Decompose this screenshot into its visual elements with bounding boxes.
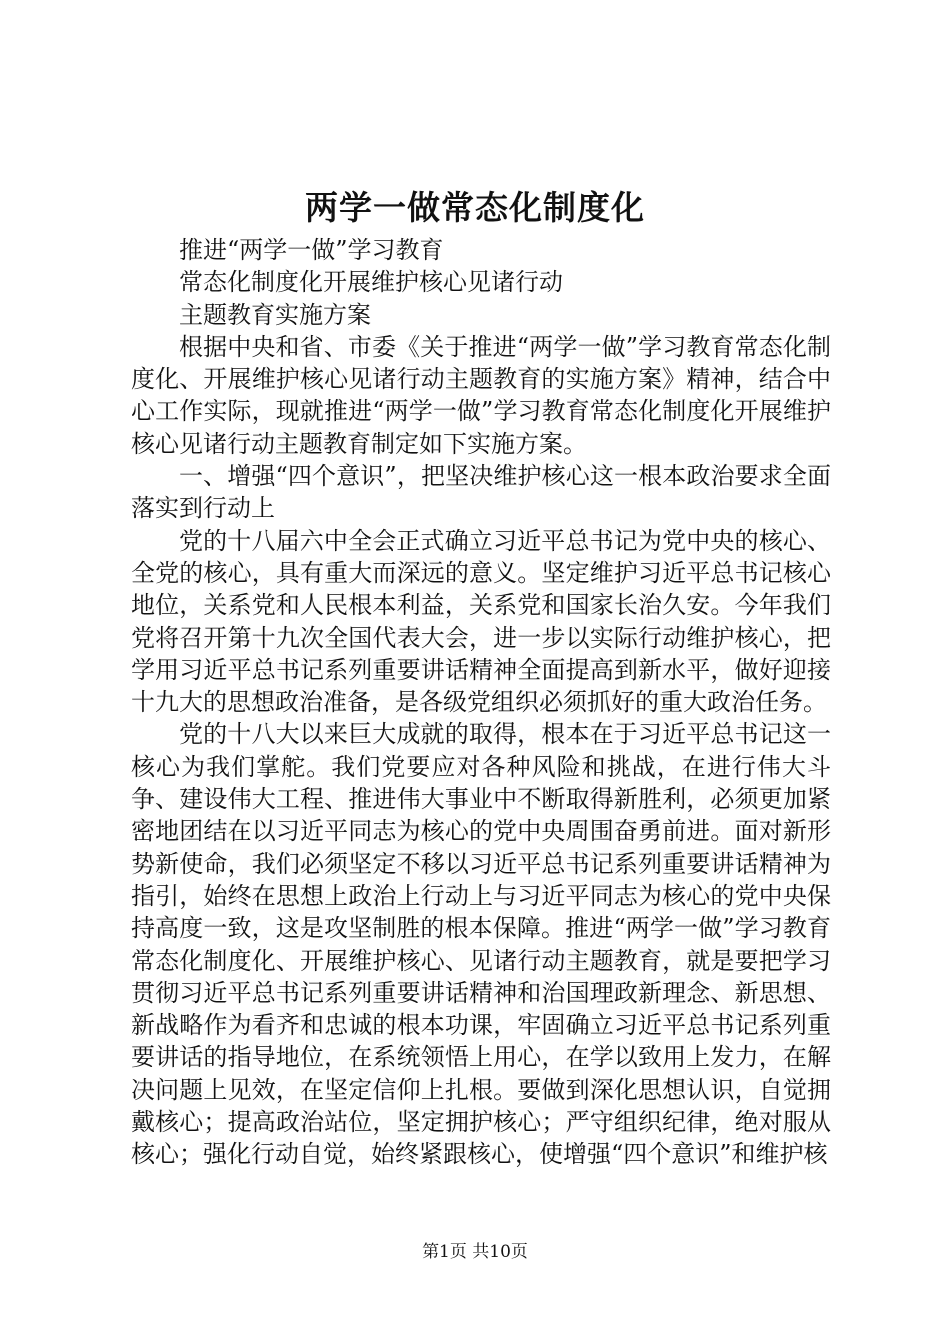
body-paragraph: 党的十八大以来巨大成就的取得，根本在于习近平总书记这一核心为我们掌舵。我们党要应对各种风险和挑战，在进行伟大斗争、建设伟大工程、推进伟大事业中不断取得新胜利，必须更加紧密地团结在以习近平同志为核心的党中央周围奋勇前进。面对新形势新使命，我们必须坚定不移以习近平总书记系列重要讲话精神为指引，始终在思想上政治上行动上与习近平同志为核心的党中央保持高度一致，这是攻坚制胜的根本保障。推进“两学一做”学习教育常态化制度化、开展维护核心、见诸行动主题教育，就是要把学习贯彻习近平总书记系列重要讲话精神和治国理政新理念、新思想、新战略作为看齐和忠诚的根本功课，牢固确立习近平总书记系列重要讲话的指导地位，在系统领悟上用心，在学以致用上发力，在解决问题上见效，在坚定信仰上扎根。要做到深化思想认识，自觉拥戴核心；提高政治站位，坚定拥护核心；严守组织纪律，绝对服从核心；强化行动自觉，始终紧跟核心，使增强“四个意识”和维护核 bbox=[131, 720, 831, 1169]
body-paragraph: 党的十八届六中全会正式确立习近平总书记为党中央的核心、全党的核心，具有重大而深远的意义。坚定维护习近平总书记核心地位，关系党和人民根本利益，关系党和国家长治久安。今年我们党将召开第十九次全国代表大会，进一步以实际行动维护核心，把学用习近平总书记系列重要讲话精神全面提高到新水平，做好迎接十九大的思想政治准备，是各级党组织必须抓好的重大政治任务。 bbox=[131, 526, 831, 717]
subtitle-line: 推进“两学一做”学习教育 bbox=[179, 236, 444, 264]
subtitle-line: 主题教育实施方案 bbox=[179, 300, 371, 329]
document-title: 两学一做常态化制度化 bbox=[305, 188, 645, 227]
body-paragraph: 根据中央和省、市委《关于推进“两学一做”学习教育常态化制度化、开展维护核心见诸行动主题教育的实施方案》精神，结合中心工作实际，现就推进“两学一做”学习教育常态化制度化开展维护核心见诸行动主题教育制定如下实施方案。 bbox=[131, 332, 831, 458]
page-footer: 第1页 共10页 bbox=[422, 1242, 528, 1262]
subtitle-line: 常态化制度化开展维护核心见诸行动 bbox=[179, 268, 563, 297]
section-heading: 一、增强“四个意识”，把坚决维护核心这一根本政治要求全面落实到行动上 bbox=[131, 462, 831, 523]
document-body bbox=[131, 234, 831, 1171]
